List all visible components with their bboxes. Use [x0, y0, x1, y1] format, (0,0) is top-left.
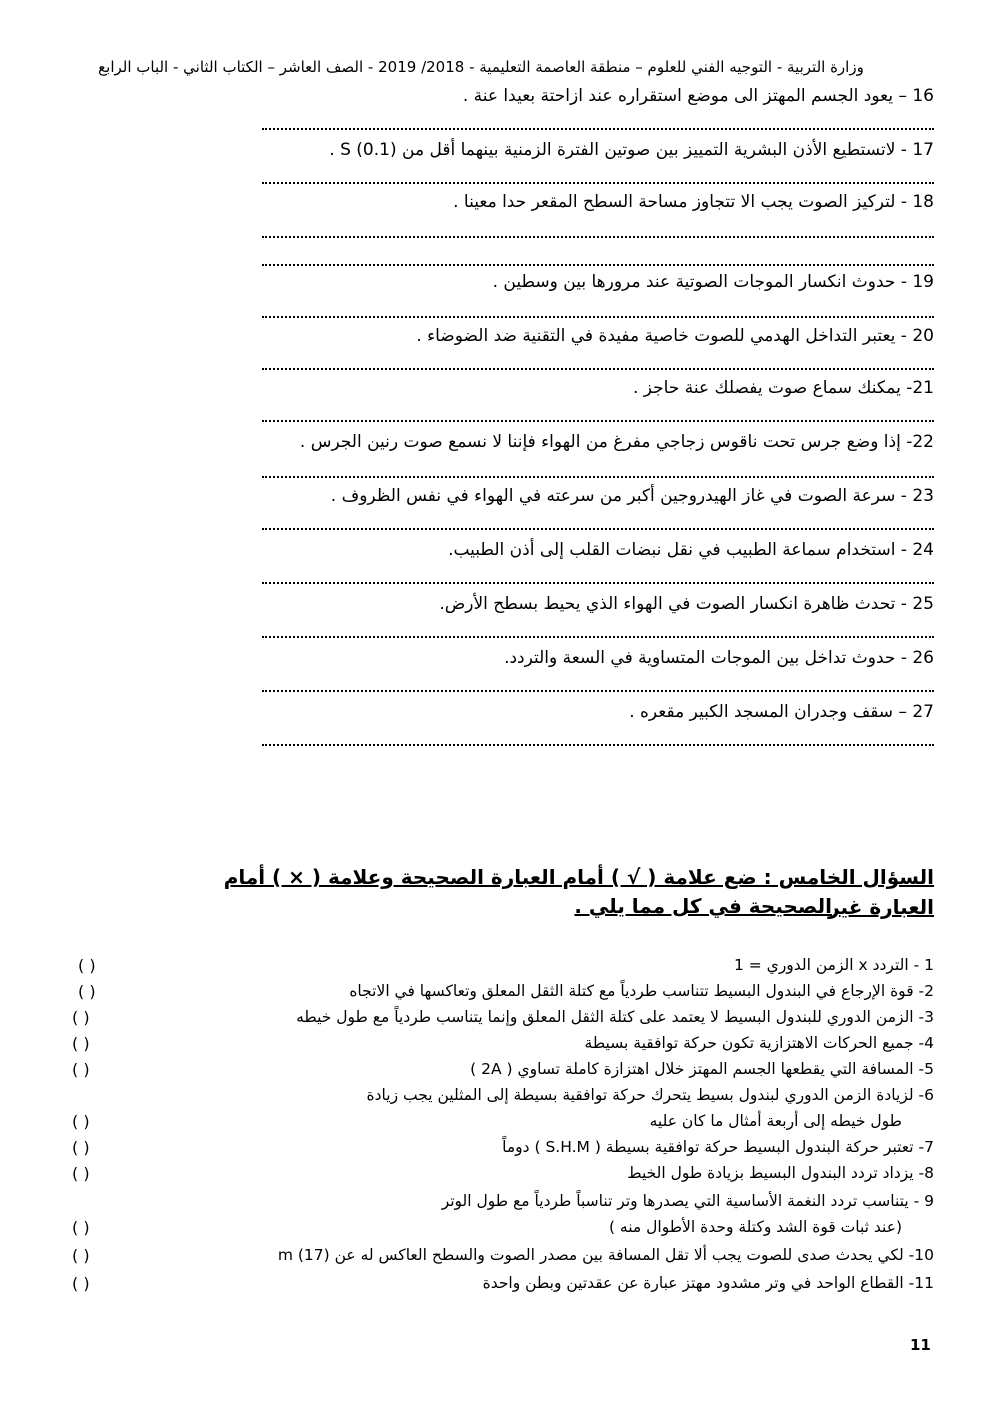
tf-statement-8: 8- يزداد تردد البندول البسيط بزيادة طول الخيط — [627, 1164, 934, 1182]
statement-19: 19 - حدوث انكسار الموجات الصوتية عند مرورها بين وسطين . — [492, 272, 934, 292]
tf-statement-6: 6- لزيادة الزمن الدوري لبندول بسيط يتحرك حركة توافقية بسيطة إلى المثلين يجب زيادة — [366, 1086, 934, 1104]
answer-box[interactable]: ( ) — [72, 1008, 90, 1027]
answer-line[interactable] — [262, 744, 934, 746]
tf-statement-4: 4- جميع الحركات الاهتزازية تكون حركة توافقية بسيطة — [584, 1034, 934, 1052]
statement-21: 21- يمكنك سماع صوت يفصلك عنة حاجز . — [632, 378, 934, 398]
answer-box[interactable]: ( ) — [72, 1218, 90, 1237]
answer-line[interactable] — [262, 690, 934, 692]
statement-18: 18 - لتركيز الصوت يجب الا تتجاوز مساحة السطح المقعر حدا معينا . — [453, 192, 934, 212]
answer-box[interactable]: ( ) — [72, 1246, 90, 1265]
answer-line[interactable] — [262, 582, 934, 584]
answer-box[interactable]: ( ) — [72, 1164, 90, 1183]
statement-16: 16 – يعود الجسم المهتز الى موضع استقراره عند ازاحتة بعيدا عنة . — [462, 86, 934, 106]
statement-26: 26 - حدوث تداخل بين الموجات المتساوية في السعة والتردد. — [504, 648, 934, 668]
answer-line[interactable] — [262, 476, 934, 478]
tf-statement-6-cont: طول خيطه إلى أربعة أمثال ما كان عليه — [649, 1112, 902, 1130]
statement-27: 27 – سقف وجدران المسجد الكبير مقعره . — [629, 702, 934, 722]
question-5-title-cont: الصحيحة في كل مما يلي . — [574, 894, 832, 918]
statement-22: 22- إذا وضع جرس تحت ناقوس زجاجي مفرغ من الهواء فإننا لا نسمع صوت رنين الجرس . — [299, 432, 934, 452]
tf-statement-10: 10- لكي يحدث صدى للصوت يجب ألا تقل المسافة بين مصدر الصوت والسطح العاكس له عن (17) m — [277, 1246, 934, 1264]
answer-line[interactable] — [262, 528, 934, 530]
tf-statement-5: 5- المسافة التي يقطعها الجسم المهتز خلال اهتزازة كاملة تساوي ( 2A ) — [470, 1060, 934, 1078]
answer-box[interactable]: ( ) — [78, 982, 96, 1001]
answer-box[interactable]: ( ) — [72, 1060, 90, 1079]
answer-line[interactable] — [262, 368, 934, 370]
tf-statement-9: 9 - يتناسب تردد النغمة الأساسية التي يصدرها وتر تناسباً طردياً مع طول الوتر — [441, 1192, 934, 1210]
answer-box[interactable]: ( ) — [72, 1112, 90, 1131]
answer-box[interactable]: ( ) — [72, 1274, 90, 1293]
tf-statement-11: 11- القطاع الواحد في وتر مشدود مهتز عبارة عن عقدتين وبطن واحدة — [482, 1274, 934, 1292]
statement-17: 17 - لاتستطيع الأذن البشرية التمييز بين صوتين الفترة الزمنية بينهما أقل من S (0.1) . — [329, 140, 934, 160]
statement-23: 23 - سرعة الصوت في غاز الهيدروجين أكبر من سرعته في الهواء في نفس الظروف . — [330, 486, 934, 506]
answer-line[interactable] — [262, 420, 934, 422]
answer-line[interactable] — [262, 128, 934, 130]
tf-statement-3: 3- الزمن الدوري للبندول البسيط لا يعتمد على كتلة الثقل المعلق وإنما يتناسب طردياً مع طول خيطه — [296, 1008, 934, 1026]
statement-24: 24 - استخدام سماعة الطبيب في نقل نبضات القلب إلى أذن الطبيب. — [448, 540, 934, 560]
page-number: 11 — [910, 1336, 931, 1354]
answer-line[interactable] — [262, 236, 934, 238]
tf-statement-7: 7- تعتبر حركة البندول البسيط حركة توافقية بسيطة ( S.H.M ) دوماً — [502, 1138, 934, 1156]
answer-line[interactable] — [262, 636, 934, 638]
tf-statement-2: 2- قوة الإرجاع في البندول البسيط تتناسب طردياً مع كتلة الثقل المعلق وتعاكسها في الاتجاه — [349, 982, 934, 1000]
page-header: وزارة التربية - التوجيه الفني للعلوم – منطقة العاصمة التعليمية - 2018/ 2019 - الصف العاشر – الكتاب الثاني - الباب الرابع — [98, 58, 864, 76]
statement-25: 25 - تحدث ظاهرة انكسار الصوت في الهواء الذي يحيط بسطح الأرض. — [439, 594, 934, 614]
answer-box[interactable]: ( ) — [72, 1138, 90, 1157]
answer-line[interactable] — [262, 316, 934, 318]
tf-statement-9-cont: (عند ثبات قوة الشد وكتلة وحدة الأطوال منه ) — [608, 1218, 902, 1236]
answer-box[interactable]: ( ) — [72, 1034, 90, 1053]
answer-line[interactable] — [262, 264, 934, 266]
answer-line[interactable] — [262, 182, 934, 184]
tf-statement-1: 1 - التردد x الزمن الدوري = 1 — [733, 956, 934, 974]
statement-20: 20 - يعتبر التداخل الهدمي للصوت خاصية مفيدة في التقنية ضد الضوضاء . — [416, 326, 934, 346]
answer-box[interactable]: ( ) — [78, 956, 96, 975]
question-5-title: السؤال الخامس : ضع علامة ( √ ) أمام العبارة الصحيحة وعلامة ( × ) أمام العبارة غير — [223, 865, 934, 919]
